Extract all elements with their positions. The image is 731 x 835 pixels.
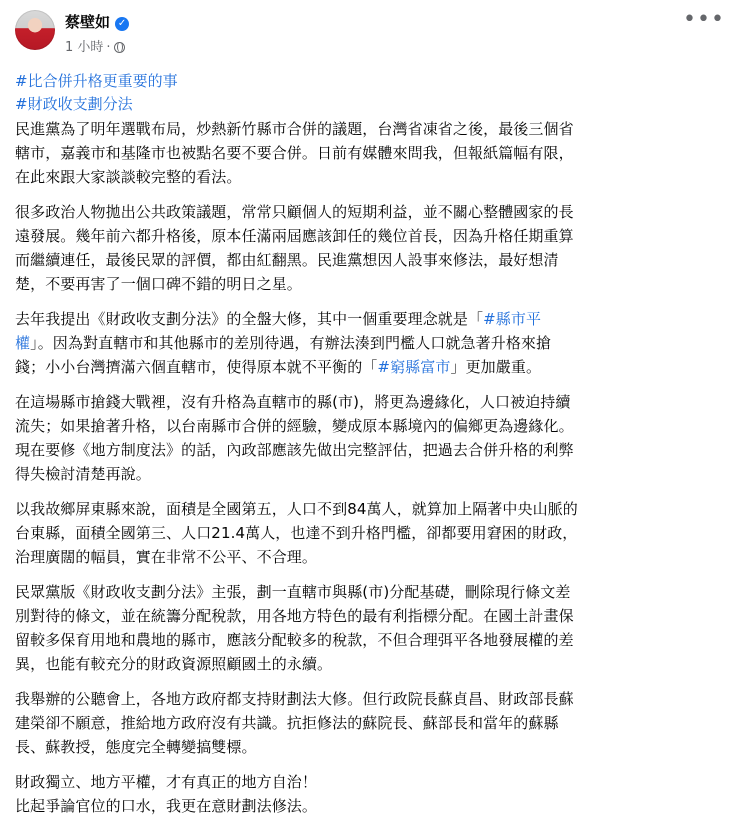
post-timestamp[interactable]: 1 小時 bbox=[65, 40, 104, 55]
text-line bbox=[15, 307, 716, 331]
separator-dot: · bbox=[106, 40, 111, 55]
text-line: 得失檢討清楚再說。 bbox=[15, 465, 151, 483]
text-line: 在此來跟大家談談較完整的看法。 bbox=[15, 168, 242, 186]
hashtag-list bbox=[15, 70, 178, 116]
text-line bbox=[15, 355, 716, 379]
globe-icon[interactable] bbox=[114, 42, 125, 53]
hashtag-link[interactable]: #窮縣富市 bbox=[377, 358, 451, 376]
text-run: 」更加嚴重。 bbox=[450, 358, 542, 376]
text-line: 長、蘇教授，態度完全轉變搞雙標。 bbox=[15, 738, 257, 756]
post-paragraph bbox=[15, 580, 716, 676]
post-paragraph bbox=[15, 390, 716, 486]
text-run: 去年我提出《財政收支劃分法》的全盤大修，其中一個重要理念就是「 bbox=[15, 310, 484, 328]
text-line: 很多政治人物拋出公共政策議題，常常只顧個人的短期利益，並不關心整體國家的長 bbox=[15, 203, 574, 221]
text-line: 別對待的條文，並在統籌分配稅款，用各地方特色的最有利指標分配。在國土計畫保 bbox=[15, 607, 574, 625]
text-line: 楚，不要再害了一個口碑不錯的明日之星。 bbox=[15, 275, 302, 293]
text-line: 以我故鄉屏東縣來說，面積是全國第五，人口不到84萬人，就算加上隔著中央山脈的 bbox=[15, 500, 578, 518]
text-run: 錢；小小台灣擠滿六個直轄市，使得原本就不平衡的「 bbox=[15, 358, 378, 376]
more-options-icon[interactable]: ••• bbox=[683, 7, 725, 32]
text-line: 留較多保育用地和農地的縣市，應該分配較多的稅款，不但合理弭平各地發展權的差 bbox=[15, 631, 574, 649]
text-line: 現在要修《地方制度法》的話，內政部應該先做出完整評估，把過去合併升格的利弊 bbox=[15, 441, 574, 459]
hashtag-link[interactable]: 權 bbox=[15, 334, 31, 352]
hashtag-link[interactable]: #縣市平 bbox=[483, 310, 542, 328]
post-paragraph bbox=[15, 497, 716, 569]
author-name[interactable] bbox=[65, 11, 129, 32]
post-paragraph bbox=[15, 117, 716, 189]
verified-badge-icon: ✓ bbox=[115, 17, 129, 31]
text-line: 民眾黨版《財政收支劃分法》主張，劃一直轄市與縣(市)分配基礎，刪除現行條文差 bbox=[15, 583, 571, 601]
text-line: 在這場縣市搶錢大戰裡，沒有升格為直轄市的縣(市)，將更為邊緣化，人口被迫持續 bbox=[15, 393, 571, 411]
author-name-text[interactable]: 蔡壁如 bbox=[65, 13, 111, 31]
text-line: 流失；如果搶著升格，以台南縣市合併的經驗，變成原本縣境內的偏鄉更為邊緣化。 bbox=[15, 417, 574, 435]
post-header bbox=[15, 7, 725, 60]
text-line: 我舉辦的公聽會上，各地方政府都支持財劃法大修。但行政院長蘇貞昌、財政部長蘇 bbox=[15, 690, 574, 708]
text-line: 財政獨立、地方平權，才有真正的地方自治！ bbox=[15, 773, 318, 791]
post-paragraph bbox=[15, 307, 716, 379]
text-line: 遠發展。幾年前六都升格後，原本任滿兩屆應該卸任的幾位首長，因為升格任期重算 bbox=[15, 227, 574, 245]
post-paragraph bbox=[15, 687, 716, 759]
text-line: 轄市，嘉義市和基隆市也被點名要不要合併。日前有媒體來問我，但報紙篇幅有限， bbox=[15, 144, 574, 162]
post-paragraph bbox=[15, 200, 716, 296]
text-line: 而繼續連任，最後民眾的評價，都由紅翻黑。民進黨想因人設事來修法，最好想清 bbox=[15, 251, 559, 269]
text-line: 比起爭論官位的口水，我更在意財劃法修法。 bbox=[15, 797, 318, 815]
text-line: 建榮卻不願意，推給地方政府沒有共識。抗拒修法的蘇院長、蘇部長和當年的蘇縣 bbox=[15, 714, 559, 732]
post-body bbox=[15, 117, 716, 829]
text-line: 異，也能有較充分的財政資源照顧國土的永續。 bbox=[15, 655, 333, 673]
hashtag-link[interactable]: #財政收支劃分法 bbox=[15, 95, 133, 113]
text-line: 台東縣，面積全國第三、人口21.4萬人，也達不到升格門檻，卻都要用窘困的財政， bbox=[15, 524, 578, 542]
post-paragraph bbox=[15, 770, 716, 818]
text-line bbox=[15, 331, 716, 355]
text-line: 民進黨為了明年選戰布局，炒熱新竹縣市合併的議題，台灣省凍省之後，最後三個省 bbox=[15, 120, 574, 138]
text-line: 治理廣闊的幅員，實在非常不公平、不合理。 bbox=[15, 548, 318, 566]
text-run: 」。因為對直轄市和其他縣市的差別待遇，有辦法湊到門檻人口就急著升格來搶 bbox=[30, 334, 552, 352]
avatar[interactable] bbox=[15, 10, 55, 50]
post-meta bbox=[65, 36, 125, 55]
hashtag-link[interactable]: #比合併升格更重要的事 bbox=[15, 72, 178, 90]
